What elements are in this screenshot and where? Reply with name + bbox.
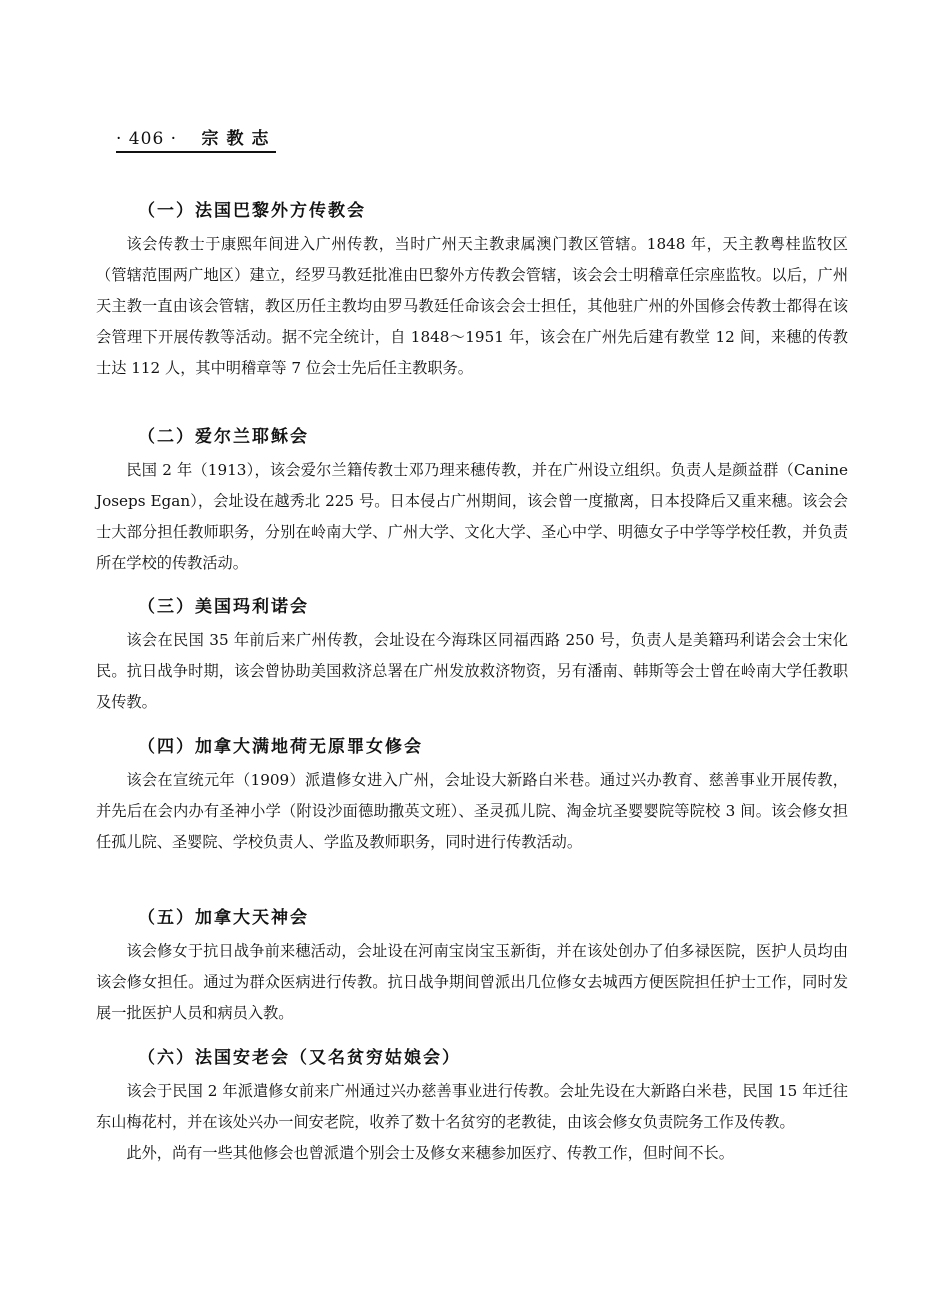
section-immaculate-conception-sisters: [96, 732, 848, 858]
section-heading: （四）加拿大满地荷无原罪女修会: [138, 737, 423, 757]
running-header: [116, 124, 276, 153]
section-paragraph: 该会在民国 35 年前后来广州传教，会址设在今海珠区同福西路 250 号，负责人是美籍玛利诺会会士宋化民。抗日战争时期，该会曾协助美国救济总署在广州发放救济物资，另有潘南、韩斯等会士曾在岭南大学任教职及传教。: [96, 631, 848, 711]
closing-paragraph: 此外，尚有一些其他修会也曾派遣个别会士及修女来穗参加医疗、传教工作，但时间不长。: [126, 1144, 734, 1162]
section-little-sisters-of-poor: [96, 1043, 848, 1169]
section-paragraph: 该会传教士于康熙年间进入广州传教，当时广州天主教隶属澳门教区管辖。1848 年，天主教粤桂监牧区（管辖范围两广地区）建立，经罗马教廷批准由巴黎外方传教会管辖，该会会士明稽章任宗座监牧。以后，广州天主教一直由该会管辖，教区历任主教均由罗马教廷任命该会会士担任，其他驻广州的外国修会传教士都得在该会管理下开展传教等活动。据不完全统计，自 1848～1951 年，该会在广州先后建有教堂 12 间，来穗的传教士达 112 人，其中明稽章等 7 位会士先后任主教职务。: [96, 235, 848, 377]
section-paragraph: 该会在宣统元年（1909）派遣修女进入广州，会址设大新路白米巷。通过兴办教育、慈善事业开展传教，并先后在会内办有圣神小学（附设沙面德助撒英文班）、圣灵孤儿院、淘金坑圣婴婴院等院校 3 间。该会修女担任孤儿院、圣婴院、学校负责人、学监及教师职务，同时进行传教活动。: [96, 771, 848, 851]
section-heading: （一）法国巴黎外方传教会: [138, 201, 366, 221]
section-maryknoll: [96, 592, 848, 718]
section-angel-sisters: [96, 903, 848, 1029]
book-title: 宗教志: [201, 129, 277, 149]
section-paragraph: 该会于民国 2 年派遣修女前来广州通过兴办慈善事业进行传教。会址先设在大新路白米巷，民国 15 年迁往东山梅花村，并在该处兴办一间安老院，收养了数十名贫穷的老教徒，由该会修女负责院务工作及传教。: [96, 1082, 848, 1131]
section-heading: （二）爱尔兰耶稣会: [138, 427, 309, 447]
section-heading: （六）法国安老会（又名贫穷姑娘会）: [138, 1048, 461, 1068]
section-heading: （三）美国玛利诺会: [138, 597, 309, 617]
section-paragraph: 该会修女于抗日战争前来穗活动，会址设在河南宝岗宝玉新街，并在该处创办了伯多禄医院，医护人员均由该会修女担任。通过为群众医病进行传教。抗日战争期间曾派出几位修女去城西方便医院担任护士工作，同时发展一批医护人员和病员入教。: [96, 942, 848, 1022]
page-number: · 406 ·: [116, 129, 178, 149]
section-heading: （五）加拿大天神会: [138, 908, 309, 928]
section-paris-foreign-missions: [96, 196, 848, 384]
section-irish-jesuits: [96, 422, 848, 579]
section-paragraph: 民国 2 年（1913），该会爱尔兰籍传教士邓乃理来穗传教，并在广州设立组织。负责人是颜益群（Canine Joseps Egan），会址设在越秀北 225 号。日本侵占广州期间，该会曾一度撤离，日本投降后又重来穗。该会会士大部分担任教师职务，分别在岭南大学、广州大学、文化大学、圣心中学、明德女子中学等学校任教，并负责所在学校的传教活动。: [96, 461, 848, 572]
